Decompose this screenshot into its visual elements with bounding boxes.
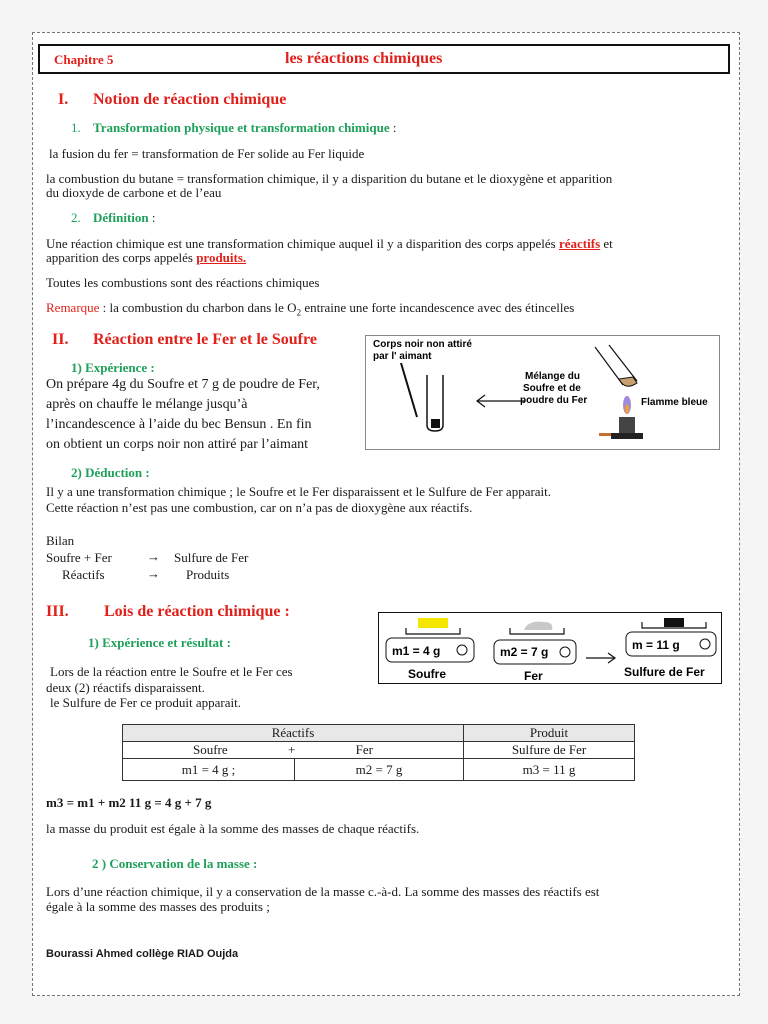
section-3-title: Lois de réaction chimique : [104, 603, 290, 620]
subsection-2-heading [93, 210, 156, 225]
balances-figure [378, 612, 722, 684]
experience-text [46, 375, 320, 455]
subsection-1-heading [93, 120, 396, 135]
experience-label: 1) Expérience : [71, 360, 155, 375]
remarque-subscript: 2 [296, 307, 302, 318]
remarque-text-a: : la combustion du charbon dans le O [99, 300, 297, 315]
cell-m3: m3 = 11 g [464, 759, 635, 781]
soufre-sample [418, 618, 448, 628]
label-flamme: Flamme bleue [641, 397, 708, 408]
deduction-line-1: Il y a une transformation chimique ; le Soufre et le Fer disparaissent et le Sulfure de Fer apparait. [46, 484, 552, 499]
definition-text-b: et [600, 236, 613, 251]
footer-author: Bourassi Ahmed collège RIAD Oujda [46, 948, 239, 960]
subsection-2-number: 2. [71, 210, 81, 225]
subsection-1-title: Transformation physique et transformation chimique [93, 120, 390, 135]
result-line-2: deux (2) réactifs disparaissent. [46, 680, 205, 695]
mass-statement: la masse du produit est égale à la somme des masses de chaque réactifs. [46, 821, 420, 836]
results-table [122, 724, 635, 781]
experience-line-4: on obtient un corps noir non attiré par l’aimant [46, 437, 309, 452]
section-2-number: II. [52, 331, 69, 348]
remarque-text-b: entraine une forte incandescence avec des étincelles [301, 300, 575, 315]
balance-3-button [700, 639, 710, 649]
bilan-reactants: Soufre + Fer [46, 550, 112, 565]
subsection-2-colon: : [148, 210, 156, 225]
conservation-line-1: Lors d’une réaction chimique, il y a conservation de la masse c.-à-d. La somme des masses des réactifs est [46, 884, 600, 899]
combustion-line-2: du dioxyde de carbone et de l’eau [46, 185, 222, 200]
reactants-row [123, 742, 464, 759]
subsection-2-title: Définition [93, 210, 149, 225]
cell-fer: Fer [355, 742, 373, 757]
section-1-title: Notion de réaction chimique [93, 91, 287, 108]
bilan-arrow-1: → [147, 549, 160, 564]
combustion-line-1: la combustion du butane = transformation chimique, il y a disparition du butane et le dioxygène et apparition [46, 171, 613, 186]
reactifs-term: réactifs [559, 236, 601, 251]
experience-line-3: l’incandescence à l’aide du bec Bensun . En fin [46, 417, 312, 432]
produits-term: produits. [196, 250, 247, 265]
balance-1-button [457, 645, 467, 655]
chapter-title: les réactions chimiques [285, 50, 443, 67]
header-produit: Produit [464, 725, 635, 742]
burner-base [611, 433, 643, 439]
bilan-reactifs: Réactifs [62, 567, 105, 582]
bilan-arrow-2: → [147, 566, 160, 581]
result-line-3: le Sulfure de Fer ce produit apparait. [50, 695, 241, 710]
flame-core [625, 404, 629, 414]
black-product [431, 419, 440, 428]
definition-line-2 [46, 250, 246, 265]
balance-1-label: Soufre [408, 667, 447, 681]
label-corps-noir-1: Corps noir non attiré [373, 339, 472, 350]
deduction-line-2: Cette réaction n’est pas une combustion, car on n’a pas de dioxygène aux réactifs. [46, 500, 473, 515]
burner-body [619, 417, 635, 435]
mass-equation: m3 = m1 + m2 11 g = 4 g + 7 g [46, 795, 212, 810]
definition-text-c: apparition des corps appelés [46, 250, 197, 265]
balance-3-reading: m = 11 g [632, 638, 680, 652]
label-melange-1: Mélange du [525, 371, 581, 382]
subsection-1-number: 1. [71, 120, 81, 135]
experiment-figure [365, 335, 720, 450]
balance-2-label: Fer [524, 669, 543, 683]
section-3-number: III. [46, 603, 69, 620]
cell-plus: + [287, 742, 296, 757]
result-line-1: Lors de la réaction entre le Soufre et le Fer ces [50, 664, 293, 679]
balance-2-button [560, 647, 570, 657]
conservation-label: 2 ) Conservation de la masse : [92, 856, 258, 871]
label-corps-noir-2: par l' aimant [373, 351, 432, 362]
chapter-number: Chapitre 5 [54, 52, 114, 67]
balance-2-reading: m2 = 7 g [500, 645, 549, 659]
remarque-label: Remarque [46, 300, 100, 315]
bilan-label: Bilan [46, 533, 75, 548]
balance-1-reading: m1 = 4 g [392, 644, 441, 658]
remarque-line [46, 300, 574, 321]
definition-line-1 [46, 236, 613, 251]
burner-tube [599, 433, 611, 436]
experience-line-1: On prépare 4g du Soufre et 7 g de poudre de Fer, [46, 377, 320, 392]
cell-sulfure: Sulfure de Fer [464, 742, 635, 759]
balance-3-label: Sulfure de Fer [624, 665, 705, 679]
cell-m1: m1 = 4 g ; [123, 759, 295, 781]
label-melange-3: poudre du Fer [520, 395, 588, 406]
bilan-product: Sulfure de Fer [174, 550, 249, 565]
experience-line-2: après on chauffe le mélange jusqu’à [46, 397, 248, 412]
section-1-number: I. [58, 91, 69, 108]
subsection-1-colon: : [389, 120, 397, 135]
header-reactifs: Réactifs [123, 725, 464, 742]
deduction-label: 2) Déduction : [71, 465, 150, 480]
sulfure-sample [664, 618, 684, 627]
label-melange-2: Soufre et de [523, 383, 581, 394]
definition-text-a: Une réaction chimique est une transformation chimique auquel il y a disparition des corps appelés [46, 236, 559, 251]
cell-m2: m2 = 7 g [295, 759, 464, 781]
section-2-title: Réaction entre le Fer et le Soufre [93, 331, 317, 348]
combustions-statement: Toutes les combustions sont des réactions chimiques [46, 275, 320, 290]
bilan-produits: Produits [186, 567, 230, 582]
fusion-text: la fusion du fer = transformation de Fer solide au Fer liquide [49, 146, 365, 161]
cell-soufre: Soufre [193, 742, 228, 757]
conservation-line-2: égale à la somme des masses des produits ; [46, 899, 270, 914]
experience-result-label: 1) Expérience et résultat : [88, 635, 231, 650]
